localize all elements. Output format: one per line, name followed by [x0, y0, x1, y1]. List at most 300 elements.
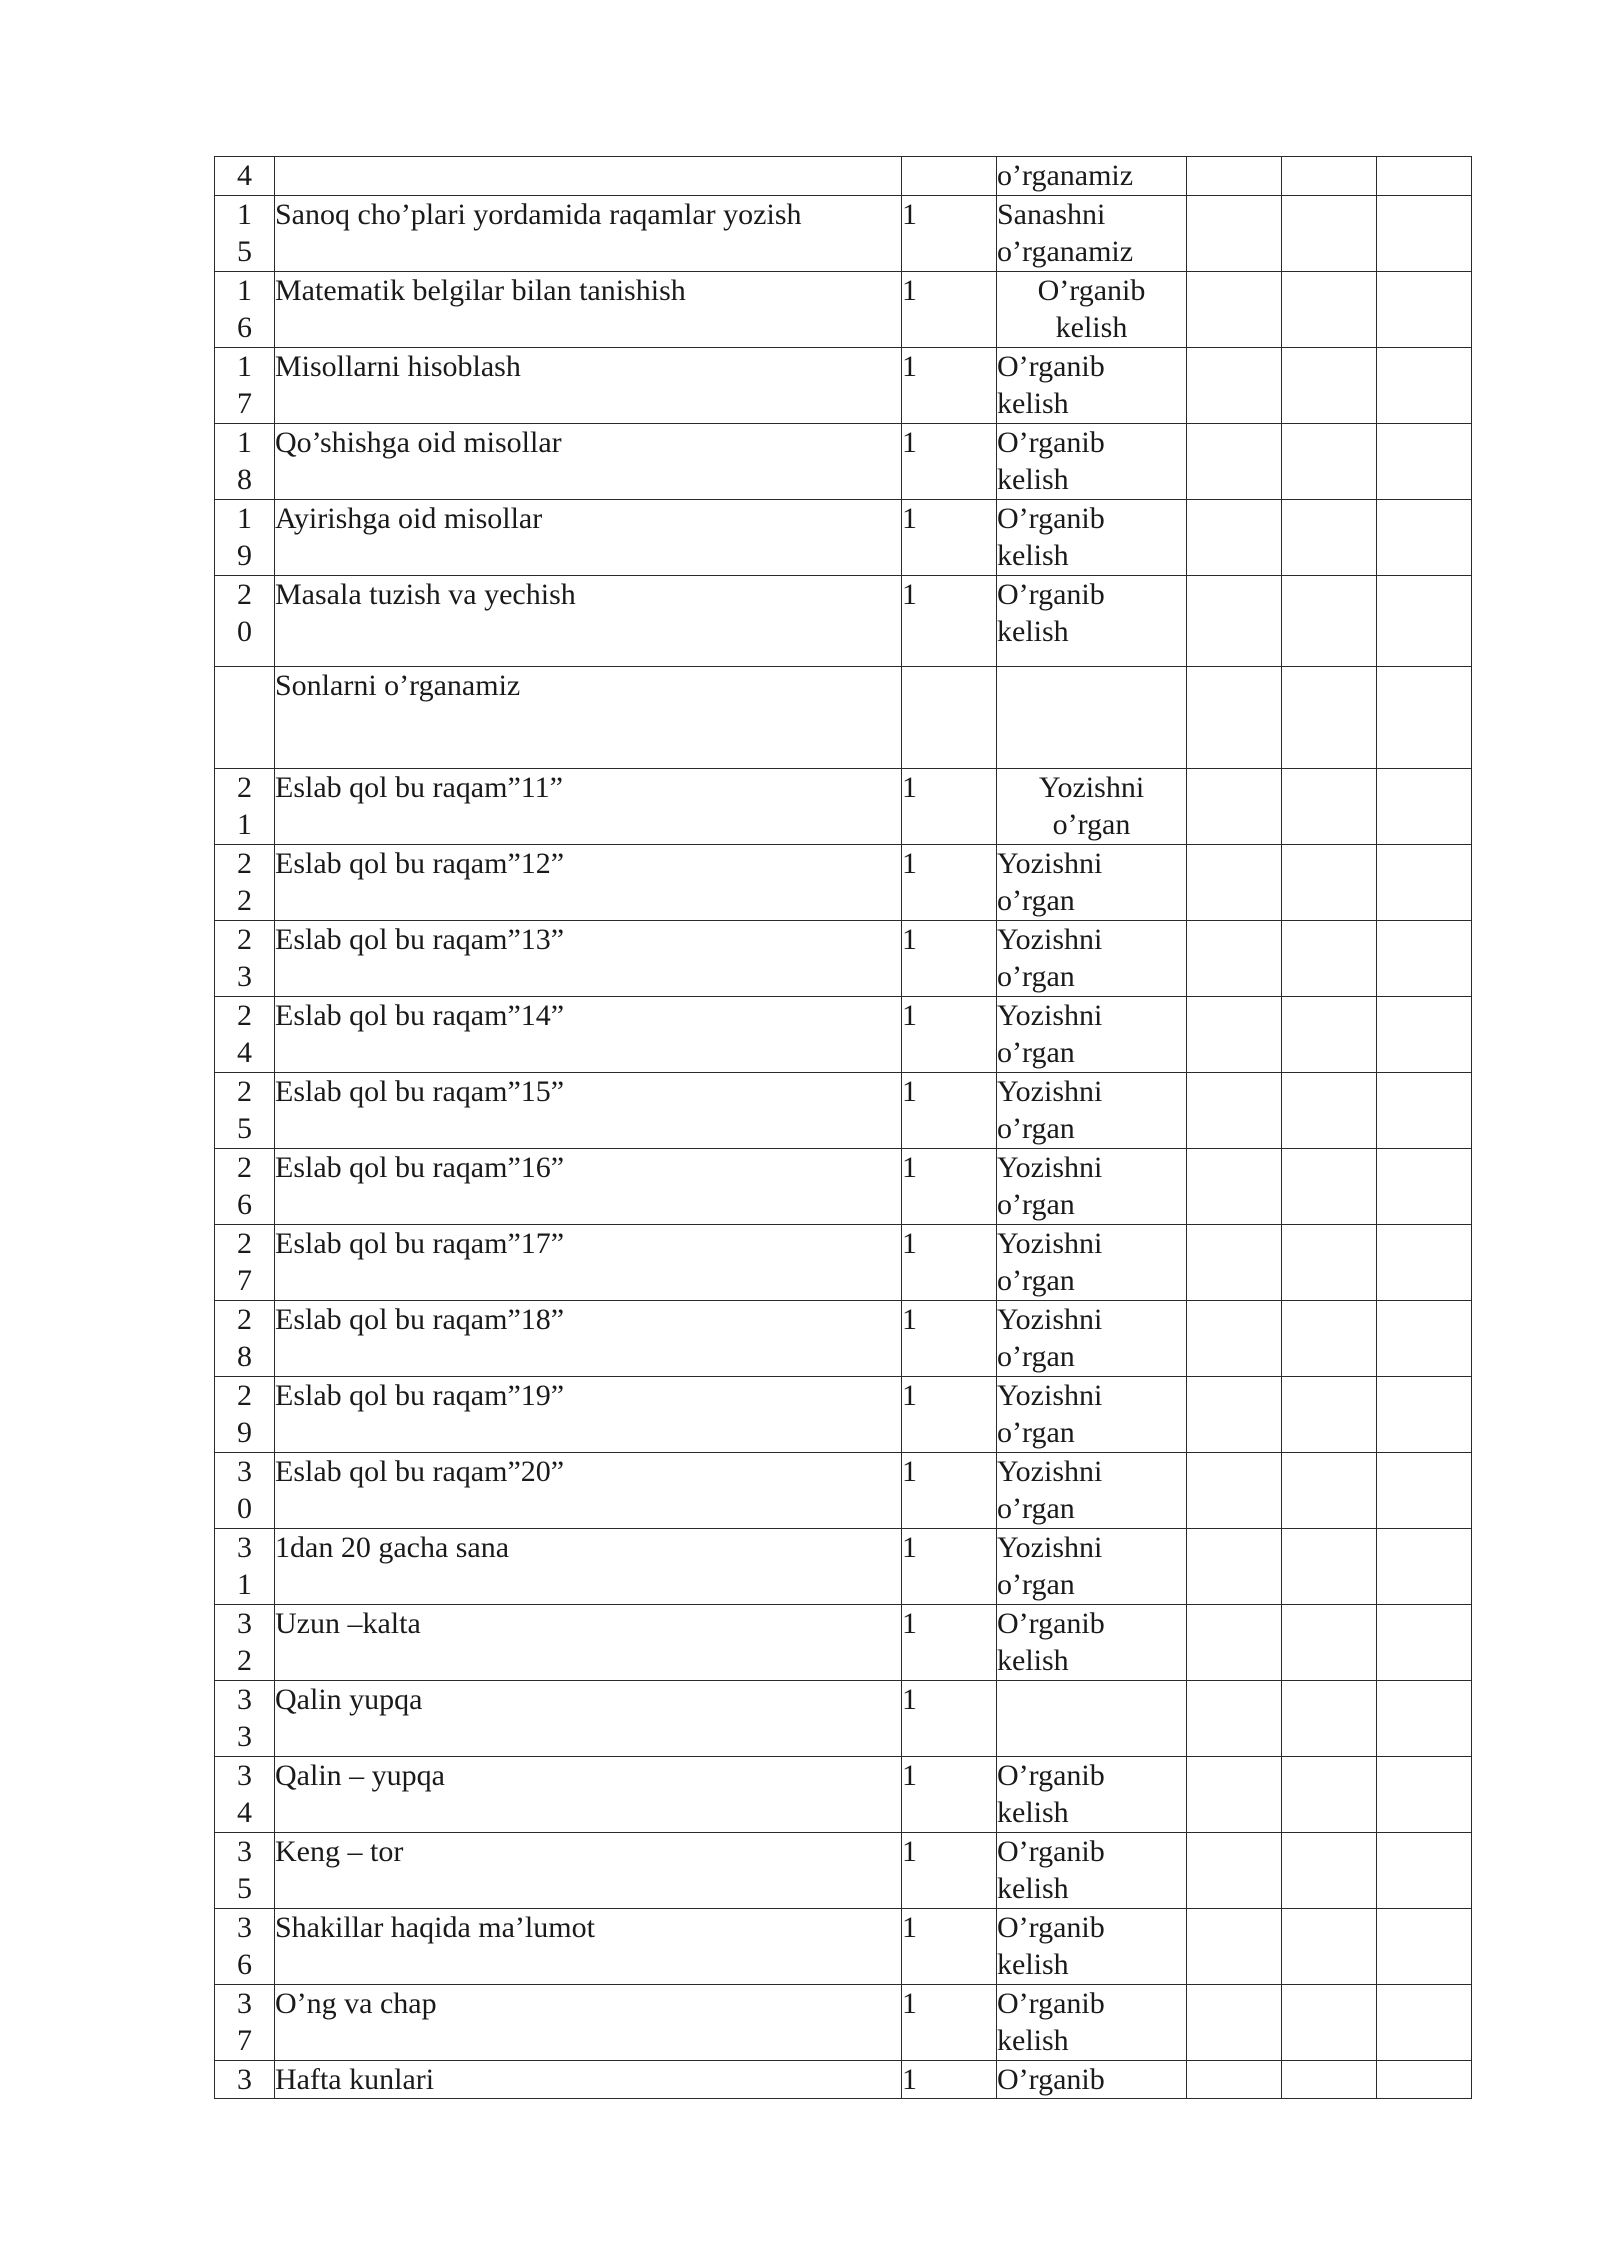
- row-number-digit: 7: [237, 1264, 252, 1297]
- note-cell: [997, 423, 1187, 499]
- table-row: [215, 1528, 1472, 1604]
- row-number-digit: 2: [237, 1378, 252, 1412]
- note-line: kelish: [997, 1872, 1069, 1905]
- table-row: [215, 575, 1472, 666]
- note-cell: [997, 1148, 1187, 1224]
- row-number-cell: [215, 1604, 275, 1680]
- empty-cell: [1282, 1528, 1377, 1604]
- note-line: Yozishni: [997, 1378, 1103, 1412]
- note-line: O’rganib: [997, 1910, 1105, 1944]
- note-cell: [997, 1984, 1187, 2060]
- empty-cell: [1377, 1756, 1472, 1832]
- empty-cell: [1377, 1300, 1472, 1376]
- topic-text: Sanoq cho’plari yordamida raqamlar yozish: [275, 197, 802, 231]
- row-number-cell: [215, 768, 275, 844]
- empty-cell: [1377, 996, 1472, 1072]
- note-cell: [997, 347, 1187, 423]
- empty-cell: [1282, 1300, 1377, 1376]
- note-line: O’rganib: [997, 1758, 1105, 1792]
- hours-value: 1: [902, 273, 917, 307]
- row-number-digit: 6: [237, 311, 252, 344]
- table-row: [215, 347, 1472, 423]
- row-number-cell: [215, 920, 275, 996]
- hours-cell: [902, 768, 997, 844]
- row-number-digit: 2: [237, 770, 252, 804]
- empty-cell: [1282, 1756, 1377, 1832]
- row-number-digit: 7: [237, 2024, 252, 2057]
- note-line: Yozishni: [997, 1150, 1103, 1184]
- table-row: [215, 1072, 1472, 1148]
- hours-value: 1: [902, 770, 917, 804]
- empty-cell: [1282, 1376, 1377, 1452]
- note-line: kelish: [997, 615, 1069, 648]
- note-cell: [997, 1908, 1187, 1984]
- row-number-digit: 2: [237, 846, 252, 880]
- note-line: o’rganamiz: [997, 159, 1134, 192]
- row-number-digit: 3: [237, 1834, 252, 1868]
- topic-cell: [275, 423, 902, 499]
- note-cell: [997, 1604, 1187, 1680]
- hours-cell: [902, 195, 997, 271]
- empty-cell: [1187, 499, 1282, 575]
- row-number-cell: [215, 1224, 275, 1300]
- row-number-digit: 4: [237, 1036, 252, 1069]
- empty-cell: [1187, 1984, 1282, 2060]
- empty-cell: [1282, 1072, 1377, 1148]
- row-number-digit: 1: [237, 425, 252, 459]
- row-number-digit: 1: [237, 1568, 252, 1601]
- hours-value: 1: [902, 1226, 917, 1260]
- note-line: Yozishni: [997, 998, 1103, 1032]
- row-number-digit: 3: [237, 2062, 252, 2096]
- row-number-digit: 8: [237, 463, 252, 496]
- row-number-digit: 1: [237, 808, 252, 841]
- empty-cell: [1377, 1604, 1472, 1680]
- lesson-plan-table: [214, 156, 1472, 2099]
- hours-value: 1: [902, 1074, 917, 1108]
- row-number-digit: 3: [237, 1758, 252, 1792]
- topic-cell: [275, 157, 902, 196]
- hours-cell: [902, 1680, 997, 1756]
- hours-value: 1: [902, 1150, 917, 1184]
- row-number-digit: 0: [237, 615, 252, 648]
- empty-cell: [1377, 844, 1472, 920]
- empty-cell: [1187, 1300, 1282, 1376]
- topic-cell: [275, 1908, 902, 1984]
- empty-cell: [1187, 996, 1282, 1072]
- topic-text: Eslab qol bu raqam”17”: [275, 1226, 565, 1260]
- hours-value: 1: [902, 1682, 917, 1716]
- topic-cell: [275, 1528, 902, 1604]
- topic-cell: [275, 1984, 902, 2060]
- note-line: O’rganib: [997, 2062, 1105, 2096]
- row-number-cell: [215, 1908, 275, 1984]
- empty-cell: [1377, 1376, 1472, 1452]
- row-number-digit: 1: [237, 197, 252, 231]
- empty-cell: [1282, 575, 1377, 666]
- topic-cell: [275, 347, 902, 423]
- row-number-digit: 1: [237, 273, 252, 307]
- row-number-digit: 0: [237, 1492, 252, 1525]
- row-number-digit: 3: [237, 1454, 252, 1488]
- hours-cell: [902, 1148, 997, 1224]
- topic-cell: [275, 2060, 902, 2099]
- empty-cell: [1377, 1984, 1472, 2060]
- note-cell: [997, 666, 1187, 768]
- empty-cell: [1377, 1224, 1472, 1300]
- empty-cell: [1282, 499, 1377, 575]
- empty-cell: [1187, 1224, 1282, 1300]
- hours-cell: [902, 1908, 997, 1984]
- hours-cell: [902, 1452, 997, 1528]
- topic-text: Hafta kunlari: [275, 2062, 435, 2096]
- topic-cell: [275, 666, 902, 768]
- topic-cell: [275, 1072, 902, 1148]
- row-number-cell: [215, 996, 275, 1072]
- note-line: Yozishni: [997, 1302, 1103, 1336]
- empty-cell: [1282, 1984, 1377, 2060]
- empty-cell: [1187, 1756, 1282, 1832]
- topic-text: Keng – tor: [275, 1834, 404, 1868]
- hours-value: 1: [902, 1834, 917, 1868]
- note-line: Yozishni: [997, 922, 1103, 956]
- table-row: [215, 271, 1472, 347]
- empty-cell: [1282, 1224, 1377, 1300]
- note-line: o’rgan: [997, 884, 1075, 917]
- note-cell: [997, 575, 1187, 666]
- hours-cell: [902, 1528, 997, 1604]
- note-line: o’rgan: [997, 960, 1075, 993]
- table-row: [215, 1300, 1472, 1376]
- empty-cell: [1282, 195, 1377, 271]
- row-number-cell: [215, 1832, 275, 1908]
- topic-cell: [275, 1832, 902, 1908]
- note-line: kelish: [1055, 311, 1128, 344]
- hours-cell: [902, 575, 997, 666]
- empty-cell: [1377, 2060, 1472, 2099]
- hours-value: 1: [902, 1378, 917, 1412]
- note-line: O’rganib: [1037, 273, 1146, 307]
- topic-text: Qalin yupqa: [275, 1682, 423, 1716]
- row-number-digit: 1: [237, 501, 252, 535]
- note-line: o’rgan: [997, 1264, 1075, 1297]
- row-number-cell: [215, 347, 275, 423]
- row-number-digit: 3: [237, 1682, 252, 1716]
- empty-cell: [1187, 1452, 1282, 1528]
- topic-text: Eslab qol bu raqam”19”: [275, 1378, 565, 1412]
- hours-value: 1: [902, 197, 917, 231]
- topic-cell: [275, 499, 902, 575]
- empty-cell: [1282, 1680, 1377, 1756]
- topic-cell: [275, 1148, 902, 1224]
- empty-cell: [1377, 1148, 1472, 1224]
- note-cell: [997, 1452, 1187, 1528]
- topic-cell: [275, 1300, 902, 1376]
- row-number-digit: 3: [237, 960, 252, 993]
- empty-cell: [1187, 1376, 1282, 1452]
- table-row: [215, 1224, 1472, 1300]
- note-line: kelish: [997, 2024, 1069, 2057]
- table-row: [215, 499, 1472, 575]
- note-cell: [997, 1680, 1187, 1756]
- note-line: O’rganib: [997, 349, 1105, 383]
- empty-cell: [1377, 1680, 1472, 1756]
- row-number-cell: [215, 1680, 275, 1756]
- note-line: Yozishni: [997, 1454, 1103, 1488]
- table-row: [215, 768, 1472, 844]
- empty-cell: [1187, 666, 1282, 768]
- empty-cell: [1377, 271, 1472, 347]
- note-line: o’rgan: [1052, 808, 1131, 841]
- row-number-cell: [215, 844, 275, 920]
- empty-cell: [1377, 768, 1472, 844]
- empty-cell: [1187, 423, 1282, 499]
- row-number-cell: [215, 157, 275, 196]
- empty-cell: [1187, 1832, 1282, 1908]
- topic-text: Matematik belgilar bilan tanishish: [275, 273, 686, 307]
- topic-text: Eslab qol bu raqam”15”: [275, 1074, 565, 1108]
- row-number-cell: [215, 575, 275, 666]
- hours-cell: [902, 423, 997, 499]
- empty-cell: [1187, 1148, 1282, 1224]
- hours-cell: [902, 1604, 997, 1680]
- hours-value: 1: [902, 846, 917, 880]
- table-row: [215, 157, 1472, 196]
- row-number-cell: [215, 423, 275, 499]
- note-line: O’rganib: [997, 501, 1105, 535]
- hours-cell: [902, 1832, 997, 1908]
- empty-cell: [1282, 920, 1377, 996]
- note-line: O’rganib: [997, 1986, 1105, 2020]
- row-number-cell: [215, 1300, 275, 1376]
- note-line: kelish: [997, 387, 1069, 420]
- empty-cell: [1187, 1908, 1282, 1984]
- row-number-digit: 2: [237, 1150, 252, 1184]
- note-line: o’rgan: [997, 1340, 1075, 1373]
- topic-text: Eslab qol bu raqam”14”: [275, 998, 565, 1032]
- note-line: kelish: [997, 539, 1069, 572]
- empty-cell: [1282, 1452, 1377, 1528]
- table-row: [215, 1680, 1472, 1756]
- note-line: o’rganamiz: [997, 235, 1134, 268]
- hours-value: 1: [902, 577, 917, 611]
- topic-text: 1dan 20 gacha sana: [275, 1530, 510, 1564]
- table-row: [215, 1908, 1472, 1984]
- row-number-digit: 2: [237, 1644, 252, 1677]
- row-number-digit: 5: [237, 1112, 252, 1145]
- row-number-cell: [215, 1376, 275, 1452]
- note-line: kelish: [997, 1644, 1069, 1677]
- row-number-digit: 2: [237, 1226, 252, 1260]
- hours-value: 1: [902, 1454, 917, 1488]
- hours-cell: [902, 499, 997, 575]
- row-number-digit: 2: [237, 577, 252, 611]
- hours-cell: [902, 996, 997, 1072]
- topic-text: Eslab qol bu raqam”13”: [275, 922, 565, 956]
- empty-cell: [1187, 2060, 1282, 2099]
- hours-cell: [902, 666, 997, 768]
- empty-cell: [1377, 1908, 1472, 1984]
- row-number-cell: [215, 1072, 275, 1148]
- topic-cell: [275, 575, 902, 666]
- topic-text: O’ng va chap: [275, 1986, 437, 2020]
- row-number-cell: [215, 195, 275, 271]
- topic-cell: [275, 1224, 902, 1300]
- row-number-cell: [215, 2060, 275, 2099]
- empty-cell: [1282, 996, 1377, 1072]
- topic-text: Qo’shishga oid misollar: [275, 425, 562, 459]
- topic-text: Masala tuzish va yechish: [275, 577, 576, 611]
- row-number-cell: [215, 1528, 275, 1604]
- note-cell: [997, 1376, 1187, 1452]
- topic-text: Eslab qol bu raqam”11”: [275, 770, 563, 804]
- hours-value: 1: [902, 1606, 917, 1640]
- topic-cell: [275, 1452, 902, 1528]
- empty-cell: [1377, 1832, 1472, 1908]
- topic-cell: [275, 1680, 902, 1756]
- row-number-digit: 9: [237, 1416, 252, 1449]
- row-number-cell: [215, 499, 275, 575]
- table-row: [215, 1452, 1472, 1528]
- note-cell: [997, 920, 1187, 996]
- row-number-digit: 2: [237, 1074, 252, 1108]
- topic-text: Eslab qol bu raqam”20”: [275, 1454, 565, 1488]
- note-cell: [997, 768, 1187, 844]
- row-number-digit: 3: [237, 1910, 252, 1944]
- note-line: O’rganib: [997, 1834, 1105, 1868]
- note-cell: [997, 844, 1187, 920]
- note-cell: [997, 1832, 1187, 1908]
- row-number-digit: 3: [237, 1530, 252, 1564]
- hours-cell: [902, 1984, 997, 2060]
- empty-cell: [1377, 920, 1472, 996]
- empty-cell: [1187, 347, 1282, 423]
- note-cell: [997, 499, 1187, 575]
- row-number-digit: 2: [237, 1302, 252, 1336]
- hours-cell: [902, 157, 997, 196]
- topic-cell: [275, 1604, 902, 1680]
- note-cell: [997, 157, 1187, 196]
- empty-cell: [1282, 768, 1377, 844]
- row-number-digit: 5: [237, 1872, 252, 1905]
- note-line: O’rganib: [997, 577, 1105, 611]
- row-number-digit: 5: [237, 235, 252, 268]
- table-row: [215, 1984, 1472, 2060]
- hours-cell: [902, 1224, 997, 1300]
- empty-cell: [1377, 423, 1472, 499]
- note-line: Yozishni: [997, 846, 1103, 880]
- empty-cell: [1282, 157, 1377, 196]
- empty-cell: [1377, 195, 1472, 271]
- note-line: o’rgan: [997, 1112, 1075, 1145]
- hours-value: 1: [902, 1758, 917, 1792]
- table-row: [215, 920, 1472, 996]
- note-cell: [997, 1756, 1187, 1832]
- note-line: kelish: [997, 463, 1069, 496]
- empty-cell: [1377, 499, 1472, 575]
- topic-text: Uzun –kalta: [275, 1606, 421, 1640]
- hours-value: 1: [902, 998, 917, 1032]
- note-cell: [997, 1300, 1187, 1376]
- note-cell: [997, 1072, 1187, 1148]
- hours-cell: [902, 2060, 997, 2099]
- row-number-digit: 3: [237, 1720, 252, 1753]
- empty-cell: [1187, 844, 1282, 920]
- empty-cell: [1377, 1072, 1472, 1148]
- row-number-digit: 3: [237, 1606, 252, 1640]
- row-number-cell: [215, 666, 275, 768]
- row-number-digit: 9: [237, 539, 252, 572]
- note-cell: [997, 1224, 1187, 1300]
- empty-cell: [1187, 768, 1282, 844]
- row-number-cell: [215, 1756, 275, 1832]
- hours-cell: [902, 347, 997, 423]
- topic-text: Eslab qol bu raqam”18”: [275, 1302, 565, 1336]
- note-cell: [997, 271, 1187, 347]
- empty-cell: [1282, 1832, 1377, 1908]
- note-cell: [997, 996, 1187, 1072]
- note-line: kelish: [997, 1796, 1069, 1829]
- topic-text: Shakillar haqida ma’lumot: [275, 1910, 595, 1944]
- table-row: [215, 2060, 1472, 2099]
- note-line: O’rganib: [997, 425, 1105, 459]
- empty-cell: [1282, 1908, 1377, 1984]
- row-number-digit: 1: [237, 349, 252, 383]
- empty-cell: [1187, 1072, 1282, 1148]
- empty-cell: [1377, 575, 1472, 666]
- empty-cell: [1187, 1604, 1282, 1680]
- hours-value: 1: [902, 501, 917, 535]
- note-line: o’rgan: [997, 1188, 1075, 1221]
- empty-cell: [1282, 666, 1377, 768]
- note-line: O’rganib: [997, 1606, 1105, 1640]
- table-row: [215, 1148, 1472, 1224]
- empty-cell: [1282, 1148, 1377, 1224]
- hours-cell: [902, 844, 997, 920]
- empty-cell: [1377, 666, 1472, 768]
- empty-cell: [1282, 347, 1377, 423]
- table-row: [215, 666, 1472, 768]
- hours-value: 1: [902, 1302, 917, 1336]
- row-number-digit: 2: [237, 922, 252, 956]
- note-cell: [997, 2060, 1187, 2099]
- note-line: Yozishni: [997, 1074, 1103, 1108]
- hours-value: 1: [902, 922, 917, 956]
- hours-value: 1: [902, 1530, 917, 1564]
- topic-text: Eslab qol bu raqam”16”: [275, 1150, 565, 1184]
- row-number-digit: 2: [237, 884, 252, 917]
- table-body: [215, 157, 1472, 2099]
- note-line: o’rgan: [997, 1492, 1075, 1525]
- row-number-digit: 6: [237, 1188, 252, 1221]
- topic-text: Sonlarni o’rganamiz: [275, 668, 521, 702]
- note-line: Yozishni: [997, 1530, 1103, 1564]
- row-number-digit: 7: [237, 387, 252, 420]
- note-cell: [997, 195, 1187, 271]
- table-row: [215, 1832, 1472, 1908]
- hours-value: 1: [902, 1986, 917, 2020]
- topic-text: Misollarni hisoblash: [275, 349, 521, 383]
- hours-cell: [902, 271, 997, 347]
- hours-cell: [902, 1072, 997, 1148]
- topic-cell: [275, 271, 902, 347]
- note-cell: [997, 1528, 1187, 1604]
- table-row: [215, 423, 1472, 499]
- topic-cell: [275, 920, 902, 996]
- empty-cell: [1187, 157, 1282, 196]
- row-number-cell: [215, 1148, 275, 1224]
- row-number-cell: [215, 1984, 275, 2060]
